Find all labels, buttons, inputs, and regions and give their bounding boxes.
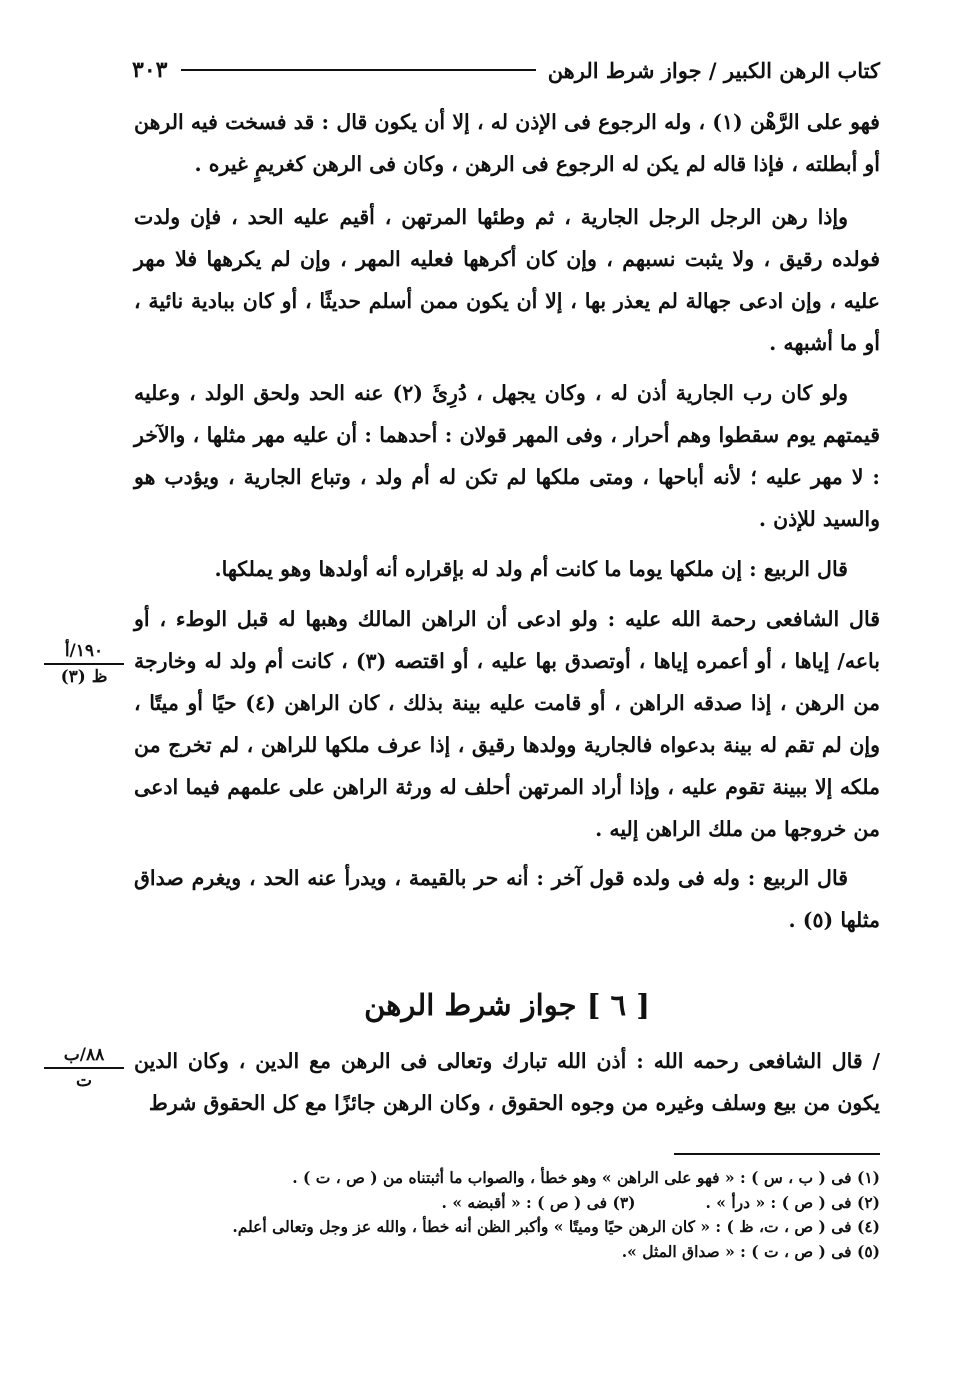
- paragraph-7-text: رحمه الله : أذن الله تبارك وتعالى فى الرهن مع الدين ، وكان الدين يكون من بيع وسلف وغيره من وجوه الحقوق ، وكان الرهن جائزًا مع كل الحقوق شرط: [134, 1049, 880, 1115]
- footnote-divider: [674, 1153, 880, 1155]
- paragraph-3: [134, 372, 880, 540]
- section-heading: [ ٦ ] جواز شرط الرهن: [364, 988, 650, 1022]
- margin-note-2: [44, 1044, 124, 1092]
- paragraph-2: [134, 196, 880, 364]
- footnote-2: (٢) فى ( ص ) : « درأ » .: [705, 1192, 880, 1212]
- margin-note-2-folio: ٨٨/ب: [44, 1044, 124, 1069]
- paragraph-3-text: ولو كان رب الجارية أذن له ، وكان يجهل ، دُرِئَ (٢) عنه الحد ولحق الولد ، وعليه قيمتهم يوم سقطوا وهم أحرار ، وفى المهر قولان : أحدهما : أن عليه مهر مثلها ، والآخر : لا مهر عليه ؛ لأنه أباحها ، ومتى ملكها لم تكن له أم ولد ، وتباع الجارية ، ويؤدب هو والسيد للإذن .: [134, 381, 880, 531]
- margin-note-1: [44, 640, 124, 688]
- footnotes: [150, 1166, 880, 1264]
- margin-note-1-folio: ١٩٠/أ: [44, 640, 124, 665]
- margin-note-2-manuscript: ت: [75, 1071, 92, 1091]
- paragraph-5: [134, 598, 880, 850]
- paragraph-6-text: قال الربيع : وله فى ولده قول آخر : أنه حر بالقيمة ، ويدرأ عنه الحد ، ويغرم صداق مثلها (٥) .: [134, 866, 880, 932]
- footnote-4: (٤) فى ( ص ، ت، ظ ) : « كان الرهن حيًا وميتًا » وأكبر الظن أنه خطأ ، والله عز وجل وتعالى أعلم.: [232, 1217, 880, 1236]
- paragraph-1: فهو على الرَّهْن (١) ، وله الرجوع فى الإذن له ، إلا أن يكون قال : قد فسخت فيه الرهن أو أبطلته ، فإذا قاله لم يكن له الرجوع فى الرهن ، وكان فى الرهن كغريمٍ غيره .: [134, 110, 880, 176]
- running-header: [132, 50, 880, 90]
- footnote-5: (٥) فى ( ص ، ت ) : « صداق المثل ».: [621, 1241, 880, 1261]
- footnote-3: (٣) فى ( ص ) : « أقبضه » .: [441, 1192, 636, 1212]
- header-title: كتاب الرهن الكبير / جواز شرط الرهن: [547, 57, 880, 83]
- paragraph-4-text: قال الربيع : إن ملكها يوما ما كانت أم ولد له بإقراره أنه أولدها وهو يملكها.: [214, 557, 848, 581]
- paragraph-7-speaker: / قال الشافعى: [748, 1049, 881, 1073]
- page-number: ٣٠٣: [132, 57, 168, 83]
- footnote-row-2-3: [150, 1191, 880, 1216]
- paragraph-6: [134, 857, 880, 941]
- paragraph-7: [134, 1040, 880, 1124]
- header-rule: [181, 69, 535, 71]
- paragraph-4: [134, 548, 880, 590]
- paragraph-5-speaker: قال الشافعى: [765, 607, 880, 631]
- footnote-1: (١) فى ( ب ، س ) : « فهو على الراهن » وهو خطأ ، والصواب ما أثبتناه من ( ص ، ت ) .: [292, 1168, 880, 1187]
- margin-note-1-manuscript: ظ (٣): [60, 667, 108, 687]
- paragraph-2-text: وإذا رهن الرجل الرجل الجارية ، ثم وطئها المرتهن ، أقيم عليه الحد ، فإن ولدت فولده رقيق ، ولا يثبت نسبهم ، وإن كان أكرهها فعليه المهر ، وإن لم يكرهها فلا مهر عليه ، وإن ادعى جهالة لم يعذر بها ، إلا أن يكون ممن أسلم حديثًا ، أو كان ببادية نائية ، أو ما أشبهه .: [134, 205, 880, 355]
- paragraph-5-text: رحمة الله عليه : ولو ادعى أن الراهن المالك وهبها له قبل الوطء ، أو باعه/ إياها ، أو أعمره إياها ، أوتصدق بها عليه ، أو اقتصه (٣) ، كانت أم ولد له وخارجة من الرهن ، إذا صدقه الراهن ، أو قامت عليه بينة بذلك ، كان الراهن (٤) حيًا أو ميتًا ، وإن لم تقم له بينة بدعواه فالجارية وولدها رقيق ، إذا عرف ملكها للراهن ، لم تخرج من ملكه إلا ببينة تقوم عليه ، وإذا أراد المرتهن أحلف له ورثة الراهن على علمهم فيما ادعى من خروجها من ملك الراهن إليه .: [134, 607, 881, 841]
